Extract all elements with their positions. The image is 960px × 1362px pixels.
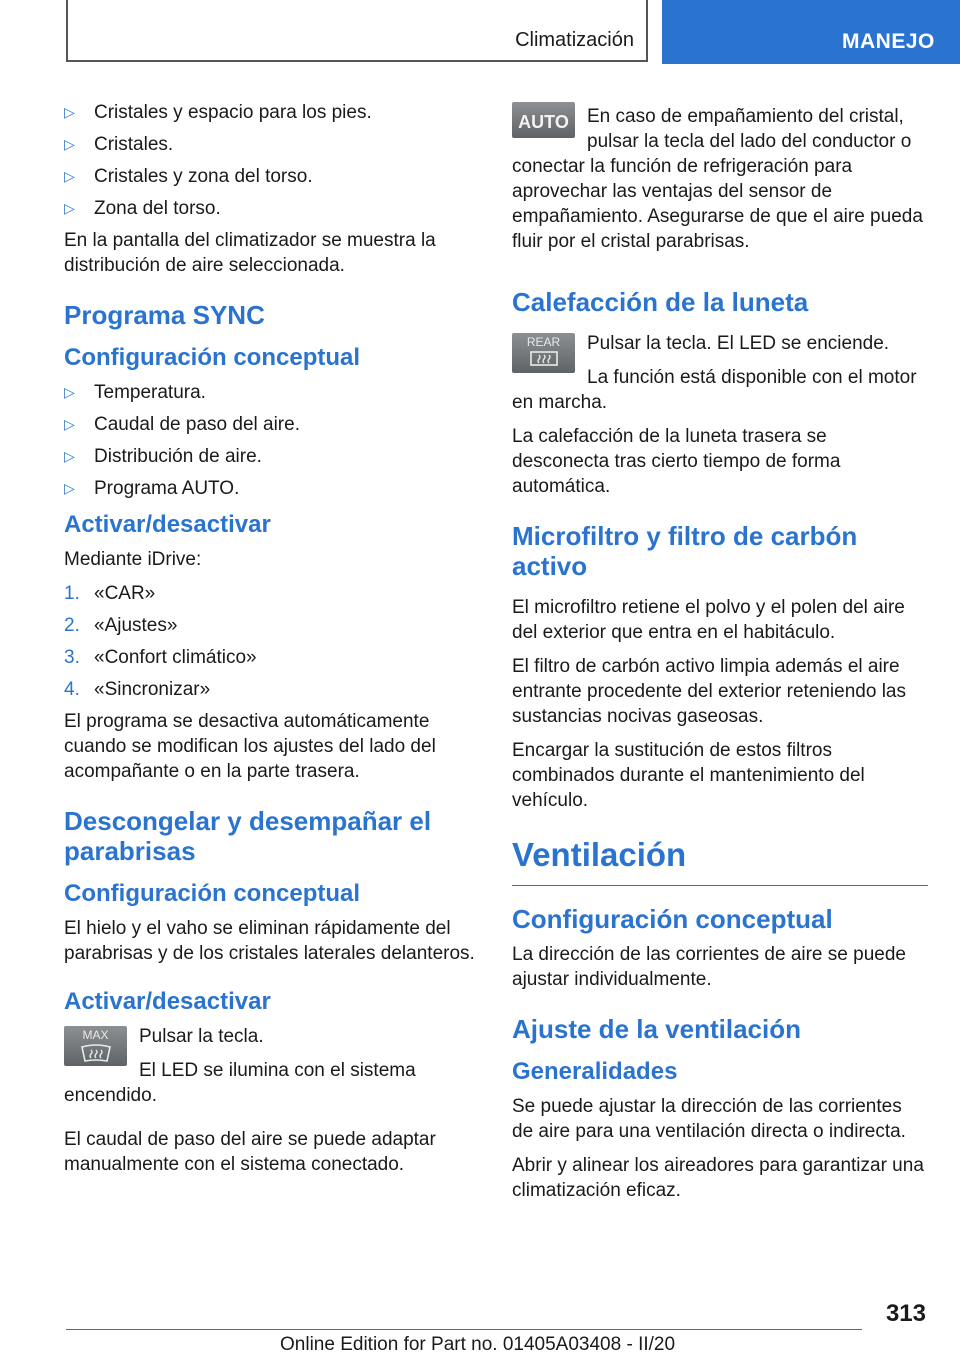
rear-window-heating-icon bbox=[527, 350, 561, 370]
list-item: 1. «CAR» bbox=[64, 583, 156, 604]
footer-divider bbox=[66, 1329, 862, 1330]
paragraph: El caudal de paso del aire se puede adaptar manualmente con el sistema conectado. bbox=[64, 1129, 436, 1175]
triangle-bullet-icon: ▷ bbox=[64, 480, 75, 496]
paragraph: La calefacción de la luneta trasera se desconecta tras cierto tiempo de forma automática. bbox=[512, 426, 841, 497]
chapter-title: MANEJO bbox=[842, 30, 935, 53]
max-defrost-key-icon: MAX bbox=[64, 1026, 127, 1066]
triangle-bullet-icon: ▷ bbox=[64, 416, 75, 432]
paragraph: Pulsar la tecla. El LED se enciende. bbox=[587, 333, 890, 354]
list-item: ▷ Programa AUTO. bbox=[64, 478, 240, 499]
list-item: 3. «Confort climático» bbox=[64, 647, 257, 668]
auto-key-icon: AUTO bbox=[512, 102, 575, 138]
paragraph: El microfiltro retiene el polvo y el polen del aire del exterior que entra en el habitáculo. bbox=[512, 597, 905, 643]
triangle-bullet-icon: ▷ bbox=[64, 168, 75, 184]
paragraph: El filtro de carbón activo limpia además el aire entrante procedente del exterior reteniendo las sustancias nocivas gaseosas. bbox=[512, 656, 906, 727]
heading-rear-window-heating: Calefacción de la luneta bbox=[512, 287, 809, 317]
list-item: ▷ Cristales y zona del torso. bbox=[64, 166, 313, 187]
heading-divider bbox=[512, 885, 928, 886]
chapter-tab[interactable] bbox=[662, 0, 960, 64]
triangle-bullet-icon: ▷ bbox=[64, 136, 75, 152]
paragraph: Abrir y alinear los aireadores para garantizar una climatización eficaz. bbox=[512, 1155, 924, 1201]
paragraph: La función está disponible con el motor en marcha. bbox=[512, 367, 917, 413]
heading-filters: Microfiltro y filtro de carbón activo bbox=[512, 521, 858, 581]
heading-vent-concept: Configuración conceptual bbox=[512, 904, 833, 934]
paragraph: El LED se ilumina con el sistema encendido. bbox=[64, 1060, 416, 1106]
paragraph: El programa se desactiva automáticamente cuando se modifican los ajustes del lado del acompañante o en la parte trasera. bbox=[64, 711, 436, 782]
right-column bbox=[512, 100, 928, 1212]
paragraph: En la pantalla del climatizador se muestra la distribución de aire seleccionada. bbox=[64, 230, 436, 276]
heading-sync-activate: Activar/desactivar bbox=[64, 511, 271, 538]
heading-sync-program: Programa SYNC bbox=[64, 300, 265, 330]
list-item: ▷ Cristales. bbox=[64, 134, 174, 155]
footer-edition: Online Edition for Part no. 01405A03408 - II/20 bbox=[280, 1334, 676, 1355]
triangle-bullet-icon: ▷ bbox=[64, 104, 75, 120]
paragraph: Se puede ajustar la dirección de las corrientes de aire para una ventilación directa o indirecta. bbox=[512, 1096, 906, 1142]
heading-defrost: Descongelar y desempañar el parabrisas bbox=[64, 806, 432, 866]
heading-defrost-concept: Configuración conceptual bbox=[64, 880, 361, 907]
heading-vent-adjust: Ajuste de la ventilación bbox=[512, 1014, 801, 1044]
paragraph: En caso de empañamiento del cristal, pulsar la tecla del lado del conductor o conectar la función de refrigeración para aprovechar las ventajas del sensor de empañamiento. Asegurarse de que el aire pueda fluir por el cristal parabrisas. bbox=[512, 106, 923, 252]
max-key-block bbox=[64, 1024, 478, 1117]
list-item: ▷ Zona del torso. bbox=[64, 198, 221, 219]
paragraph: Mediante iDrive: bbox=[64, 549, 202, 570]
triangle-bullet-icon: ▷ bbox=[64, 200, 75, 216]
heading-defrost-activate: Activar/desactivar bbox=[64, 988, 271, 1015]
idrive-steps-list bbox=[64, 581, 478, 702]
page-number: 313 bbox=[885, 1300, 926, 1327]
left-column bbox=[64, 100, 478, 1186]
list-item: ▷ Distribución de aire. bbox=[64, 446, 262, 467]
heading-vent-general: Generalidades bbox=[512, 1058, 678, 1085]
windshield-defrost-icon bbox=[79, 1043, 113, 1063]
header-section-box bbox=[66, 0, 648, 62]
list-item: ▷ Caudal de paso del aire. bbox=[64, 414, 300, 435]
paragraph: Encargar la sustitución de estos filtros combinados durante el mantenimiento del vehículo. bbox=[512, 740, 865, 811]
section-title: Climatización bbox=[515, 29, 634, 51]
sync-features-list bbox=[64, 380, 478, 501]
triangle-bullet-icon: ▷ bbox=[64, 448, 75, 464]
rear-defrost-key-icon: REAR bbox=[512, 333, 575, 373]
heading-ventilation: Ventilación bbox=[512, 836, 687, 873]
list-item: 2. «Ajustes» bbox=[64, 615, 178, 636]
auto-key-block bbox=[512, 100, 928, 263]
rear-key-block bbox=[512, 331, 928, 424]
paragraph: La dirección de las corrientes de aire se puede ajustar individualmente. bbox=[512, 944, 906, 990]
triangle-bullet-icon: ▷ bbox=[64, 384, 75, 400]
heading-sync-concept: Configuración conceptual bbox=[64, 344, 361, 371]
list-item: ▷ Temperatura. bbox=[64, 382, 206, 403]
air-distribution-list bbox=[64, 100, 478, 221]
paragraph: Pulsar la tecla. bbox=[139, 1026, 264, 1047]
paragraph: El hielo y el vaho se eliminan rápidamente del parabrisas y de los cristales laterales delanteros. bbox=[64, 918, 475, 964]
list-item: 4. «Sincronizar» bbox=[64, 679, 211, 700]
list-item: ▷ Cristales y espacio para los pies. bbox=[64, 102, 372, 123]
